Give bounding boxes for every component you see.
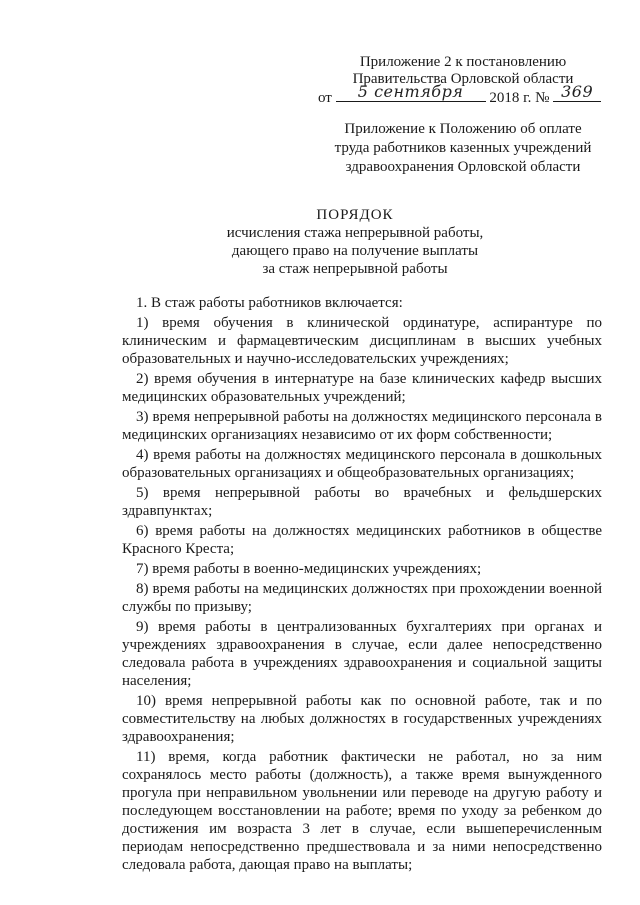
document-title-block [120, 206, 590, 278]
list-item: 10) время непрерывной работы как по основной работе, так и по совместительству на любых должностях в государственных учреждениях здравоохранения; [122, 693, 602, 745]
list-item: 9) время работы в централизованных бухгалтериях при органах и учреждениях здравоохранения в случае, если далее непосредственно следовала работа в учреждениях здравоохранения и социальной защиты населения; [122, 619, 602, 689]
resolution-date-line [318, 82, 601, 107]
list-item: 8) время работы на медицинских должностях при прохождении военной службы по призыву; [122, 581, 602, 615]
document-heading: ПОРЯДОК [316, 207, 394, 223]
regulation-appendix-line-3: здравоохранения Орловской области [345, 159, 581, 175]
handwritten-number-field [553, 82, 601, 102]
title-line-2: дающего право на получение выплаты [231, 243, 479, 259]
list-item: 11) время, когда работник фактически не работал, но за ним сохранялось место работы (должность), а также время вынужденного прогула при неправильном увольнении или переводе на другую работу и последующем восстановлении на работе; время по уходу за ребенком до достижения им возраста 3 лет в случае, если вышеперечисленным периодам непосредственно предшествовала и за ними непосредственно следовала работа, дающая право на выплаты; [122, 749, 602, 873]
list-item: 7) время работы в военно-медицинских учреждениях; [136, 561, 482, 577]
handwritten-date-field [336, 82, 486, 102]
handwritten-date: 5 сентября [357, 82, 464, 101]
year-number-label: 2018 г. № [489, 90, 550, 106]
document-body [122, 294, 602, 876]
list-item: 2) время обучения в интернатуре на базе клинических кафедр высших медицинских образовательных учреждений; [122, 371, 602, 405]
appendix-line-2: Правительства Орловской области [352, 71, 574, 87]
title-line-3: за стаж непрерывной работы [262, 261, 448, 277]
regulation-appendix-line-2: труда работников казенных учреждений [334, 140, 592, 156]
list-item: 5) время непрерывной работы во врачебных и фельдшерских здравпунктах; [122, 485, 602, 519]
regulation-appendix-line-1: Приложение к Положению об оплате [344, 121, 582, 137]
appendix-line-1: Приложение 2 к постановлению [359, 54, 567, 70]
date-prefix: от [318, 90, 332, 106]
regulation-appendix-block [318, 120, 608, 177]
list-item: 1) время обучения в клинической ординатуре, аспирантуре по клиническим и фармацевтическим дисциплинам в высших учебных образовательных и научно-исследовательских учреждениях; [122, 315, 602, 367]
list-item: 6) время работы на должностях медицинских работников в обществе Красного Креста; [122, 523, 602, 557]
title-line-1: исчисления стажа непрерывной работы, [226, 225, 484, 241]
list-item: 3) время непрерывной работы на должностях медицинского персонала в медицинских организациях независимо от их форм собственности; [122, 409, 602, 443]
handwritten-number: 369 [561, 82, 594, 101]
intro-paragraph: 1. В стаж работы работников включается: [136, 295, 403, 311]
list-item: 4) время работы на должностях медицинского персонала в дошкольных образовательных организациях и общеобразовательных организациях; [122, 447, 602, 481]
